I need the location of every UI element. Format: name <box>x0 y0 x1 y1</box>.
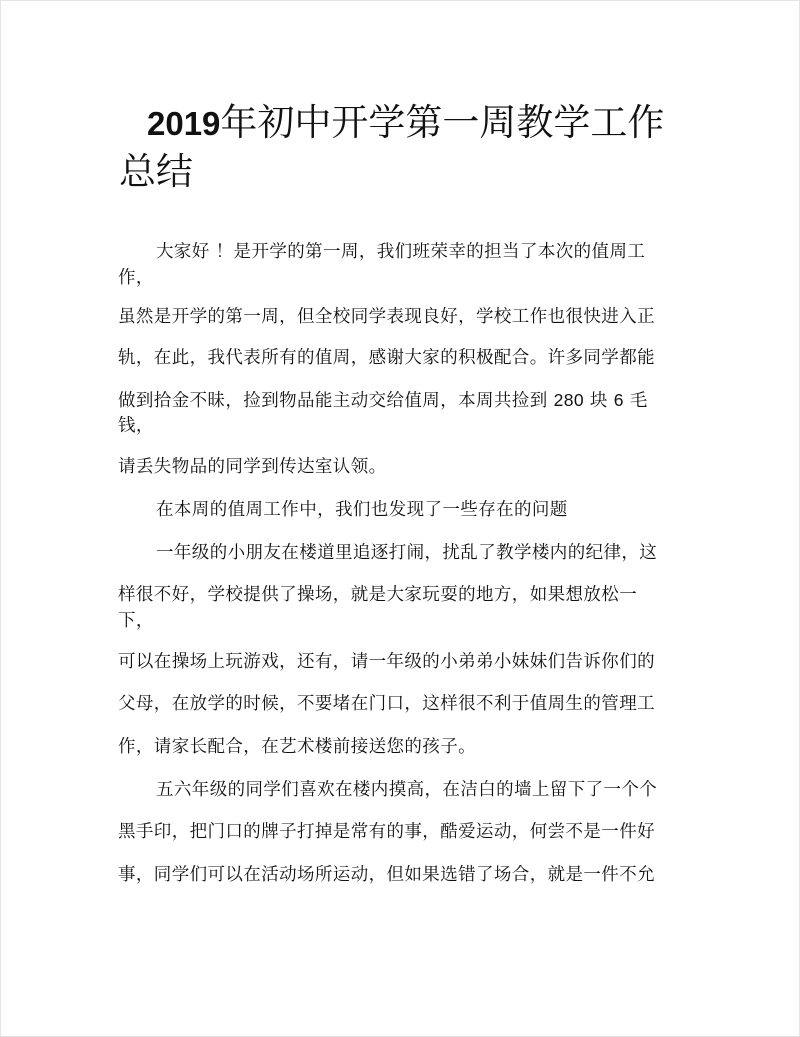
title-year: 2019 <box>147 105 221 142</box>
amount-yuan: 280 <box>553 390 584 410</box>
paragraph-line-amount <box>118 389 678 412</box>
title-text-line2: 总结 <box>119 150 193 193</box>
paragraph-line: 轨，在此，我代表所有的值周，感谢大家的积极配合。许多同学都能 <box>118 348 655 368</box>
paragraph-line: 可以在操场上玩游戏，还有，请一年级的小弟弟小妹妹们告诉你们的 <box>118 652 655 672</box>
paragraph-line: 五六年级的同学们喜欢在楼内摸高，在洁白的墙上留下了一个个 <box>156 780 658 800</box>
document-title <box>119 99 679 196</box>
amount-text-before: 做到拾金不昧，捡到物品能主动交给值周，本周共捡到 <box>118 391 554 411</box>
paragraph-line: 作，请家长配合，在艺术楼前接送您的孩子。 <box>118 737 476 757</box>
paragraph-line: 大家好 ！是开学的第一周，我们班荣幸的担当了本次的值周工 <box>156 242 646 262</box>
paragraph-line: 事，同学们可以在活动场所运动，但如果选错了场合，就是一件不允 <box>118 865 655 885</box>
paragraph-line: 样很不好，学校提供了操场，就是大家玩耍的地方，如果想放松一 <box>118 585 638 605</box>
title-text-line1: 年初中开学第一周教学工作 <box>220 101 665 144</box>
paragraph-line: 虽然是开学的第一周，但全校同学表现良好，学校工作也很快进入正 <box>118 307 655 327</box>
paragraph-line: 一年级的小朋友在楼道里追逐打闹，扰乱了教学楼内的纪律，这 <box>156 543 658 563</box>
amount-unit-kuai: 块 <box>583 391 614 411</box>
paragraph-line: 请丢失物品的同学到传达室认领。 <box>118 457 387 477</box>
amount-unit-mao: 毛 <box>623 391 648 411</box>
amount-mao: 6 <box>613 390 624 410</box>
paragraph-line: 作， <box>118 268 154 288</box>
paragraph-line: 钱， <box>118 416 154 436</box>
paragraph-line: 在本周的值周工作中，我们也发现了一些存在的问题 <box>156 500 568 520</box>
paragraph-line: 下， <box>118 611 154 631</box>
paragraph-line: 父母，在放学的时候，不要堵在门口，这样很不利于值周生的管理工 <box>118 694 655 714</box>
paragraph-line: 黑手印，把门口的牌子打掉是常有的事，酷爱运动，何尝不是一件好 <box>118 822 655 842</box>
